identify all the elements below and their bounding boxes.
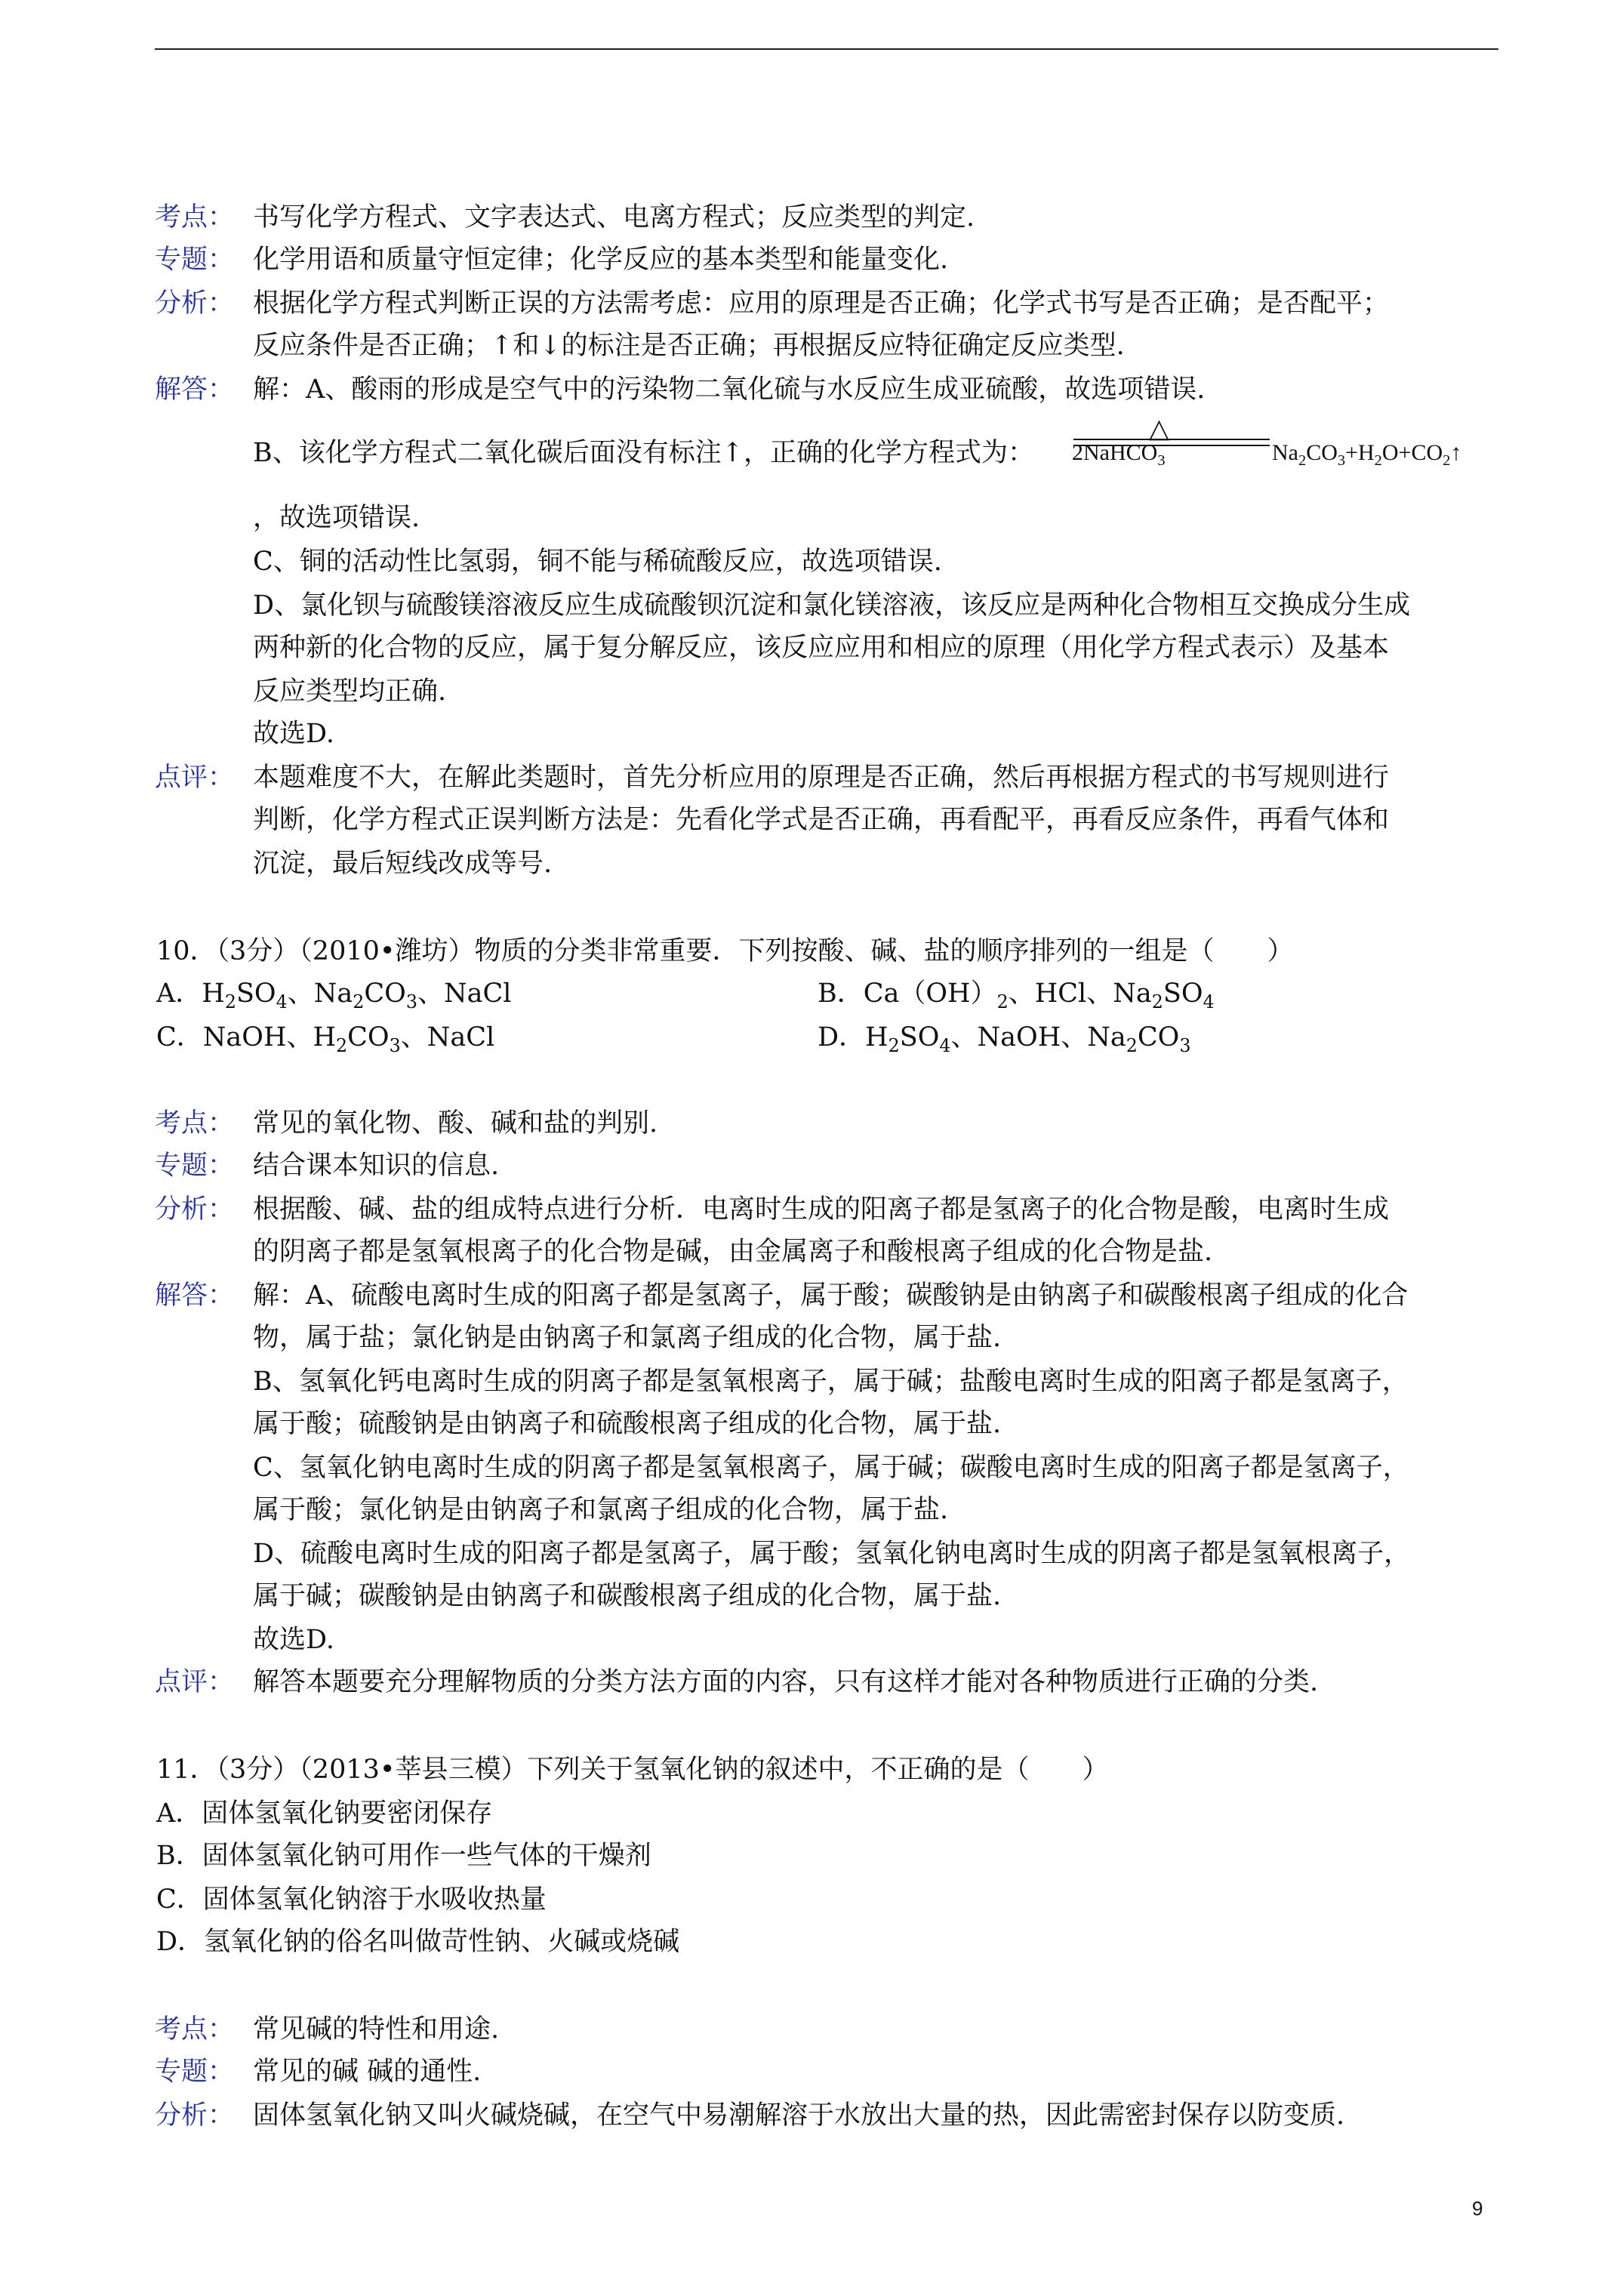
q9-jieda-c: C、铜的活动性比氢弱，铜不能与稀硫酸反应，故选项错误. <box>253 547 942 577</box>
q11-option-a: A．固体氢氧化钠要密闭保存 <box>156 1798 493 1829</box>
q10-fenxi-line-2: 的阴离子都是氢氧根离子的化合物是碱，由金属离子和酸根离子组成的化合物是盐. <box>253 1237 1213 1267</box>
q11-option-b: B．固体氢氧化钠可用作一些气体的干燥剂 <box>156 1841 651 1871</box>
label-zhuanti: 专题： <box>155 2057 235 2087</box>
q11-kaodian: 常见碱的特性和用途. <box>253 2014 500 2045</box>
label-zhuanti: 专题： <box>155 1151 235 1181</box>
q9-jieda-d-line-2: 两种新的化合物的反应，属于复分解反应，该反应应用和相应的原理（用化学方程式表示）及基本 <box>253 633 1390 663</box>
label-kaodian: 考点： <box>155 2014 235 2045</box>
q10-fenxi-line-1: 根据酸、碱、盐的组成特点进行分析．电离时生成的阳离子都是氢离子的化合物是酸，电离时生成 <box>253 1194 1390 1225</box>
label-kaodian: 考点： <box>155 202 235 233</box>
q9-choice: 故选D. <box>253 719 334 749</box>
q10-option-c: C．NaOH、$H_2CO_3$、NaCl <box>156 1022 495 1056</box>
q10-jieda-line-7: D、硫酸电离时生成的阳离子都是氢离子，属于酸；氢氧化钠电离时生成的阴离子都是氢氧根离子， <box>253 1539 1411 1569</box>
q9-jieda-a: 解：A、酸雨的形成是空气中的污染物二氧化硫与水反应生成亚硫酸，故选项错误. <box>253 374 1206 405</box>
label-dianping: 点评： <box>155 1667 235 1697</box>
heat-condition-symbol: △ <box>1149 414 1169 444</box>
page-number: 9 <box>1472 2197 1483 2220</box>
q9-kaodian: 书写化学方程式、文字表达式、电离方程式；反应类型的判定. <box>253 202 975 233</box>
q10-kaodian: 常见的氧化物、酸、碱和盐的判别. <box>253 1108 658 1139</box>
label-fenxi: 分析： <box>155 1194 235 1225</box>
q9-jieda-b: B、该化学方程式二氧化碳后面没有标注↑，正确的化学方程式为： <box>253 438 1035 468</box>
q10-option-b: B．$Ca(OH)_2$、HCl、$Na_2SO_4$ <box>818 978 1215 1012</box>
label-fenxi: 分析： <box>155 2100 235 2131</box>
label-dianping: 点评： <box>155 763 235 793</box>
q10-jieda-line-6: 属于酸；氯化钠是由钠离子和氯离子组成的化合物，属于盐. <box>253 1495 949 1525</box>
label-jieda: 解答： <box>155 1281 235 1311</box>
q10-jieda-line-3: B、氢氧化钙电离时生成的阴离子都是氢氧根离子，属于碱；盐酸电离时生成的阳离子都是氢离子， <box>253 1367 1409 1397</box>
label-fenxi: 分析： <box>155 288 235 319</box>
q10-jieda-line-2: 物，属于盐；氯化钠是由钠离子和氯离子组成的化合物，属于盐. <box>253 1323 1002 1353</box>
q10-jieda-line-4: 属于酸；硫酸钠是由钠离子和硫酸根离子组成的化合物，属于盐. <box>253 1409 1002 1439</box>
q9-zhuanti: 化学用语和质量守恒定律；化学反应的基本类型和能量变化. <box>253 245 949 275</box>
q10-zhuanti: 结合课本知识的信息. <box>253 1151 500 1181</box>
q10-dianping: 解答本题要充分理解物质的分类方法方面的内容，只有这样才能对各种物质进行正确的分类. <box>253 1667 1319 1697</box>
q10-option-d: D．$H_2SO_4$、NaOH、$Na_2CO_3$ <box>818 1022 1191 1056</box>
equation-reactants: 2NaHCO$_3$ <box>1072 440 1166 469</box>
label-kaodian: 考点： <box>155 1108 235 1139</box>
q11-option-c: C．固体氢氧化钠溶于水吸收热量 <box>156 1885 547 1915</box>
q9-dianping-line-1: 本题难度不大，在解此类题时，首先分析应用的原理是否正确，然后再根据方程式的书写规则进行 <box>253 763 1390 793</box>
label-zhuanti: 专题： <box>155 245 235 275</box>
q9-jieda-d-line-1: D、氯化钡与硫酸镁溶液反应生成硫酸钡沉淀和氯化镁溶液，该反应是两种化合物相互交换成分生成 <box>253 590 1411 621</box>
q10-stem: 10．（3分）（2010•潍坊）物质的分类非常重要．下列按酸、碱、盐的顺序排列的一组是（ ） <box>156 936 1294 966</box>
q10-jieda-line-9: 故选D. <box>253 1625 334 1655</box>
q9-jieda-b-end: ，故选项错误. <box>253 503 420 533</box>
q10-jieda-line-1: 解：A、硫酸电离时生成的阳离子都是氢离子，属于酸；碳酸钠是由钠离子和碳酸根离子组成的化合 <box>253 1281 1409 1311</box>
q11-zhuanti: 常见的碱 碱的通性. <box>253 2057 482 2087</box>
q10-option-a: A．$H_2SO_4$、$Na_2CO_3$、NaCl <box>156 978 512 1012</box>
label-jieda: 解答： <box>155 374 235 405</box>
q9-dianping-line-2: 判断，化学方程式正误判断方法是：先看化学式是否正确，再看配平，再看反应条件，再看气体和 <box>253 805 1390 835</box>
q10-jieda-line-5: C、氢氧化钠电离时生成的阴离子都是氢氧根离子，属于碱；碳酸电离时生成的阳离子都是氢离子， <box>253 1453 1409 1483</box>
q9-fenxi-line-2: 反应条件是否正确；↑和↓的标注是否正确；再根据反应特征确定反应类型. <box>253 331 1125 361</box>
q11-option-d: D．氢氧化钠的俗名叫做苛性钠、火碱或烧碱 <box>156 1927 680 1957</box>
q9-dianping-line-3: 沉淀，最后短线改成等号. <box>253 849 553 879</box>
q9-jieda-d-line-3: 反应类型均正确. <box>253 676 447 707</box>
q11-stem: 11．（3分）（2013•莘县三模）下列关于氢氧化钠的叙述中，不正确的是（ ） <box>156 1755 1109 1785</box>
q11-fenxi: 固体氢氧化钠又叫火碱烧碱，在空气中易潮解溶于水放出大量的热，因此需密封保存以防变质. <box>253 2100 1345 2131</box>
q10-jieda-line-8: 属于碱；碳酸钠是由钠离子和碳酸根离子组成的化合物，属于盐. <box>253 1581 1002 1611</box>
equation-products: $Na_2CO_3+H_2O+CO_2↑$ <box>1272 440 1462 469</box>
q9-fenxi-line-1: 根据化学方程式判断正误的方法需考虑：应用的原理是否正确；化学式书写是否正确；是否配平； <box>253 288 1390 319</box>
header-rule <box>155 48 1498 50</box>
